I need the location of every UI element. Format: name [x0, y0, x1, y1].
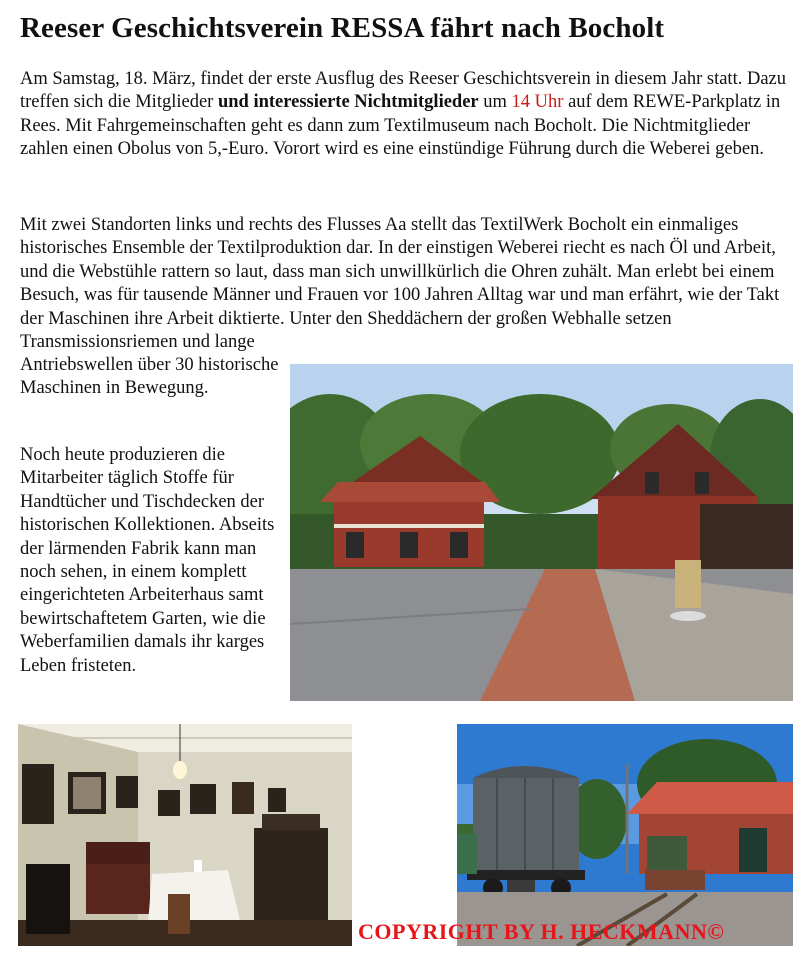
intro-text-c: auf dem REWE-Parkplatz in Rees. Mit Fahrgemeinschaften geht es dann zum Textilmuseum nach Bocholt. Die Nichtmitglieder zahlen einen Obolus von 5,-Euro. Vorort wird es eine einstündige Führung durch die Weberei geben.	[20, 92, 781, 160]
paragraph-textilwerk-continued: Antriebswellen über 30 historische Maschinen in Bewegung.	[20, 355, 279, 399]
intro-text-b: um	[478, 92, 512, 113]
photo-railway-wagon	[457, 724, 793, 946]
article-title: Reeser Geschichtsverein RESSA fährt nach Bocholt	[20, 12, 665, 44]
photo-museum-courtyard	[290, 364, 793, 701]
paragraph-textilwerk: Mit zwei Standorten links und rechts des Flusses Aa stellt das TextilWerk Bocholt ein einmaliges historisches Ensemble der Textilproduktion dar. In der einstigen Weberei riecht es nach Öl und Arbeit, und die Webstühle rattern so laut, dass man sich unwillkürlich die Ohren zuhält. Man erlebt bei einem Besuch, was für tausende Männer und Frauen vor 100 Jahren Alltag war und man erfährt, wie der Takt der Maschinen ihre Arbeit diktierte. Unter den Sheddächern der großen Webhalle setzen Transmissionsriemen und lange	[20, 215, 780, 353]
copyright-watermark: COPYRIGHT BY H. HECKMANN©	[358, 919, 725, 944]
intro-bold-text: und interessierte Nichtmitglieder	[217, 92, 479, 113]
meeting-time: 14 Uhr	[511, 92, 564, 113]
paragraph-workers: Noch heute produzieren die Mitarbeiter täglich Stoffe für Handtücher und Tischdecken der historischen Kollektionen. Abseits der lärmenden Fabrik kann man noch sehen, in einem komplett eingerichteten Arbeiterhaus samt bewirtschaftetem Garten, wie die Weberfamilien damals ihr karges Leben fristeten.	[20, 445, 275, 676]
paragraph-intro	[20, 68, 800, 162]
intro-text-a: Am Samstag, 18. März, findet der erste Ausflug des Reeser Geschichtsverein in diesem Jahr statt. Dazu treffen sich die Mitglieder	[20, 69, 786, 113]
photo-worker-house-interior	[18, 724, 352, 946]
